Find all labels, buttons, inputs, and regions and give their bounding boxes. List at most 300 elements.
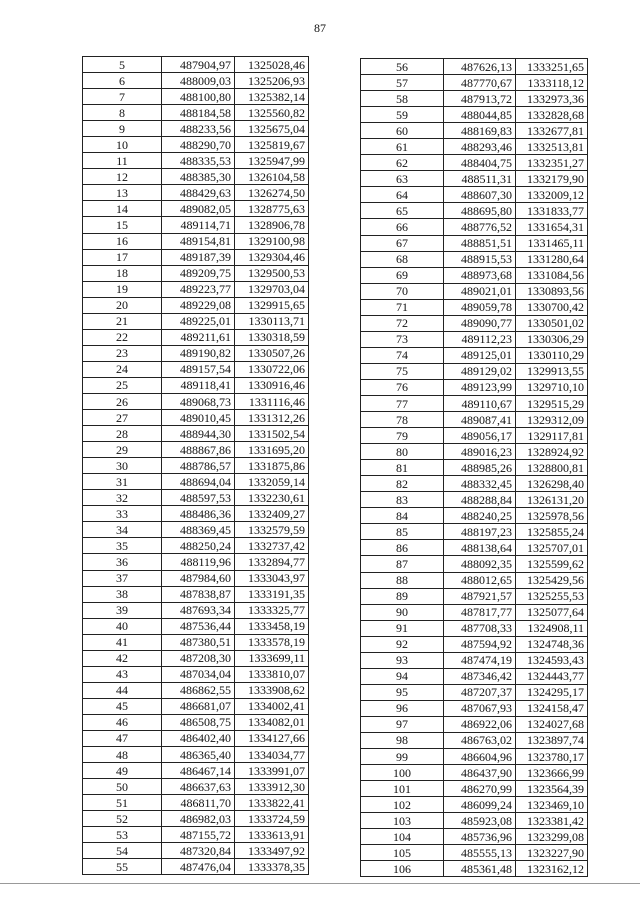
table-row	[83, 265, 309, 281]
x-coordinate-cell: 486437,90	[444, 765, 516, 781]
x-coordinate-cell: 488197,23	[444, 524, 516, 540]
point-number-cell: 59	[361, 107, 444, 123]
point-number-cell: 56	[361, 59, 444, 75]
y-coordinate-cell: 1331312,26	[235, 410, 309, 426]
point-number-cell: 28	[83, 426, 162, 442]
table-row	[83, 570, 309, 586]
x-coordinate-cell: 488240,25	[444, 508, 516, 524]
y-coordinate-cell: 1324295,17	[516, 684, 588, 700]
point-number-cell: 99	[361, 749, 444, 765]
x-coordinate-cell: 489211,61	[162, 329, 235, 345]
y-coordinate-cell: 1324027,68	[516, 716, 588, 732]
table-row	[83, 233, 309, 249]
y-coordinate-cell: 1325382,14	[235, 89, 309, 105]
x-coordinate-cell: 486467,14	[162, 763, 235, 779]
point-number-cell: 25	[83, 377, 162, 393]
x-coordinate-cell: 489087,41	[444, 412, 516, 428]
y-coordinate-cell: 1329913,55	[516, 363, 588, 379]
point-number-cell: 103	[361, 813, 444, 829]
x-coordinate-cell: 485361,48	[444, 861, 516, 877]
x-coordinate-cell: 486637,63	[162, 779, 235, 795]
y-coordinate-cell: 1330501,02	[516, 315, 588, 331]
y-coordinate-cell: 1323381,42	[516, 813, 588, 829]
point-number-cell: 30	[83, 458, 162, 474]
x-coordinate-cell: 487904,97	[162, 57, 235, 73]
table-row	[361, 331, 588, 347]
point-number-cell: 11	[83, 153, 162, 169]
table-row	[361, 845, 588, 861]
table-row	[83, 698, 309, 714]
x-coordinate-cell: 487913,72	[444, 91, 516, 107]
point-number-cell: 76	[361, 379, 444, 395]
x-coordinate-cell: 489123,99	[444, 379, 516, 395]
y-coordinate-cell: 1333724,59	[235, 811, 309, 827]
table-row	[83, 137, 309, 153]
table-row	[361, 91, 588, 107]
table-row	[361, 732, 588, 748]
x-coordinate-cell: 488233,56	[162, 121, 235, 137]
table-row	[83, 153, 309, 169]
y-coordinate-cell: 1332737,42	[235, 538, 309, 554]
table-row	[361, 283, 588, 299]
table-row	[83, 634, 309, 650]
x-coordinate-cell: 487838,87	[162, 586, 235, 602]
point-number-cell: 27	[83, 410, 162, 426]
point-number-cell: 15	[83, 217, 162, 233]
point-number-cell: 31	[83, 474, 162, 490]
point-number-cell: 53	[83, 827, 162, 843]
table-row	[83, 554, 309, 570]
y-coordinate-cell: 1333699,11	[235, 650, 309, 666]
x-coordinate-cell: 487693,34	[162, 602, 235, 618]
point-number-cell: 65	[361, 203, 444, 219]
table-row	[361, 395, 588, 411]
point-number-cell: 41	[83, 634, 162, 650]
y-coordinate-cell: 1332179,90	[516, 171, 588, 187]
point-number-cell: 69	[361, 267, 444, 283]
table-row	[361, 797, 588, 813]
y-coordinate-cell: 1329710,10	[516, 379, 588, 395]
x-coordinate-cell: 489154,81	[162, 233, 235, 249]
x-coordinate-cell: 488915,53	[444, 251, 516, 267]
point-number-cell: 74	[361, 347, 444, 363]
point-number-cell: 94	[361, 668, 444, 684]
x-coordinate-cell: 486922,06	[444, 716, 516, 732]
y-coordinate-cell: 1325947,99	[235, 153, 309, 169]
x-coordinate-cell: 489225,01	[162, 313, 235, 329]
x-coordinate-cell: 489125,01	[444, 347, 516, 363]
y-coordinate-cell: 1333613,91	[235, 827, 309, 843]
y-coordinate-cell: 1333325,77	[235, 602, 309, 618]
point-number-cell: 36	[83, 554, 162, 570]
y-coordinate-cell: 1325978,56	[516, 508, 588, 524]
x-coordinate-cell: 487708,33	[444, 620, 516, 636]
table-row	[361, 363, 588, 379]
point-number-cell: 82	[361, 476, 444, 492]
page-number: 87	[314, 21, 326, 35]
table-row	[83, 859, 309, 875]
point-number-cell: 24	[83, 361, 162, 377]
table-row	[361, 379, 588, 395]
table-row	[361, 444, 588, 460]
y-coordinate-cell: 1334127,66	[235, 730, 309, 746]
y-coordinate-cell: 1330700,42	[516, 299, 588, 315]
table-row	[361, 171, 588, 187]
y-coordinate-cell: 1325560,82	[235, 105, 309, 121]
y-coordinate-cell: 1330893,56	[516, 283, 588, 299]
point-number-cell: 23	[83, 345, 162, 361]
table-row	[361, 347, 588, 363]
point-number-cell: 22	[83, 329, 162, 345]
y-coordinate-cell: 1325707,01	[516, 540, 588, 556]
x-coordinate-cell: 488486,36	[162, 506, 235, 522]
table-row	[83, 730, 309, 746]
point-number-cell: 7	[83, 89, 162, 105]
x-coordinate-cell: 488695,80	[444, 203, 516, 219]
y-coordinate-cell: 1329312,09	[516, 412, 588, 428]
x-coordinate-cell: 485736,96	[444, 829, 516, 845]
x-coordinate-cell: 489209,75	[162, 265, 235, 281]
y-coordinate-cell: 1324908,11	[516, 620, 588, 636]
table-row	[83, 121, 309, 137]
table-row	[83, 714, 309, 730]
y-coordinate-cell: 1324593,43	[516, 652, 588, 668]
y-coordinate-cell: 1332513,81	[516, 139, 588, 155]
point-number-cell: 95	[361, 684, 444, 700]
x-coordinate-cell: 488288,84	[444, 492, 516, 508]
y-coordinate-cell: 1330306,29	[516, 331, 588, 347]
y-coordinate-cell: 1323227,90	[516, 845, 588, 861]
table-row	[83, 217, 309, 233]
y-coordinate-cell: 1323780,17	[516, 749, 588, 765]
y-coordinate-cell: 1323666,99	[516, 765, 588, 781]
x-coordinate-cell: 489016,23	[444, 444, 516, 460]
point-number-cell: 101	[361, 781, 444, 797]
table-row	[361, 203, 588, 219]
x-coordinate-cell: 489187,39	[162, 249, 235, 265]
point-number-cell: 52	[83, 811, 162, 827]
table-row	[361, 139, 588, 155]
table-row	[361, 572, 588, 588]
coordinates-table-right	[360, 58, 588, 877]
x-coordinate-cell: 487770,67	[444, 75, 516, 91]
y-coordinate-cell: 1330507,26	[235, 345, 309, 361]
point-number-cell: 66	[361, 219, 444, 235]
x-coordinate-cell: 488786,57	[162, 458, 235, 474]
table-row	[83, 201, 309, 217]
table-row	[83, 185, 309, 201]
y-coordinate-cell: 1333191,35	[235, 586, 309, 602]
point-number-cell: 45	[83, 698, 162, 714]
point-number-cell: 10	[83, 137, 162, 153]
y-coordinate-cell: 1333251,65	[516, 59, 588, 75]
point-number-cell: 88	[361, 572, 444, 588]
x-coordinate-cell: 489157,54	[162, 361, 235, 377]
y-coordinate-cell: 1325675,04	[235, 121, 309, 137]
point-number-cell: 100	[361, 765, 444, 781]
table-row	[83, 361, 309, 377]
y-coordinate-cell: 1325819,67	[235, 137, 309, 153]
point-number-cell: 13	[83, 185, 162, 201]
y-coordinate-cell: 1331502,54	[235, 426, 309, 442]
table-row	[361, 123, 588, 139]
table-row	[361, 299, 588, 315]
point-number-cell: 80	[361, 444, 444, 460]
table-row	[361, 620, 588, 636]
table-row	[361, 219, 588, 235]
point-number-cell: 42	[83, 650, 162, 666]
x-coordinate-cell: 489090,77	[444, 315, 516, 331]
point-number-cell: 89	[361, 588, 444, 604]
x-coordinate-cell: 486402,40	[162, 730, 235, 746]
x-coordinate-cell: 488867,86	[162, 442, 235, 458]
x-coordinate-cell: 487984,60	[162, 570, 235, 586]
x-coordinate-cell: 489129,02	[444, 363, 516, 379]
point-number-cell: 104	[361, 829, 444, 845]
x-coordinate-cell: 487207,37	[444, 684, 516, 700]
y-coordinate-cell: 1331084,56	[516, 267, 588, 283]
x-coordinate-cell: 487208,30	[162, 650, 235, 666]
x-coordinate-cell: 488012,65	[444, 572, 516, 588]
point-number-cell: 71	[361, 299, 444, 315]
x-coordinate-cell: 488290,70	[162, 137, 235, 153]
y-coordinate-cell: 1332009,12	[516, 187, 588, 203]
table-row	[361, 588, 588, 604]
x-coordinate-cell: 487476,04	[162, 859, 235, 875]
y-coordinate-cell: 1328924,92	[516, 444, 588, 460]
point-number-cell: 86	[361, 540, 444, 556]
y-coordinate-cell: 1330110,29	[516, 347, 588, 363]
x-coordinate-cell: 488138,64	[444, 540, 516, 556]
y-coordinate-cell: 1329500,53	[235, 265, 309, 281]
y-coordinate-cell: 1333378,35	[235, 859, 309, 875]
table-row	[83, 506, 309, 522]
table-row	[83, 249, 309, 265]
x-coordinate-cell: 488335,53	[162, 153, 235, 169]
x-coordinate-cell: 488694,04	[162, 474, 235, 490]
table-row	[361, 75, 588, 91]
y-coordinate-cell: 1326274,50	[235, 185, 309, 201]
table-row	[361, 428, 588, 444]
table-row	[361, 492, 588, 508]
x-coordinate-cell: 488169,83	[444, 123, 516, 139]
table-row	[83, 763, 309, 779]
point-number-cell: 70	[361, 283, 444, 299]
table-row	[361, 315, 588, 331]
x-coordinate-cell: 489056,17	[444, 428, 516, 444]
table-row	[361, 251, 588, 267]
point-number-cell: 78	[361, 412, 444, 428]
point-number-cell: 12	[83, 169, 162, 185]
table-row	[83, 393, 309, 409]
x-coordinate-cell: 488250,24	[162, 538, 235, 554]
y-coordinate-cell: 1332677,81	[516, 123, 588, 139]
x-coordinate-cell: 486982,03	[162, 811, 235, 827]
point-number-cell: 51	[83, 795, 162, 811]
point-number-cell: 97	[361, 716, 444, 732]
x-coordinate-cell: 487594,92	[444, 636, 516, 652]
x-coordinate-cell: 487320,84	[162, 843, 235, 859]
x-coordinate-cell: 486604,96	[444, 749, 516, 765]
table-row	[361, 476, 588, 492]
x-coordinate-cell: 487034,04	[162, 666, 235, 682]
y-coordinate-cell: 1332230,61	[235, 490, 309, 506]
x-coordinate-cell: 488944,30	[162, 426, 235, 442]
y-coordinate-cell: 1332059,14	[235, 474, 309, 490]
point-number-cell: 8	[83, 105, 162, 121]
y-coordinate-cell: 1333497,92	[235, 843, 309, 859]
table-row	[361, 716, 588, 732]
y-coordinate-cell: 1332973,36	[516, 91, 588, 107]
y-coordinate-cell: 1323897,74	[516, 732, 588, 748]
table-row	[361, 155, 588, 171]
x-coordinate-cell: 488100,80	[162, 89, 235, 105]
y-coordinate-cell: 1330113,71	[235, 313, 309, 329]
point-number-cell: 72	[361, 315, 444, 331]
table-row	[83, 795, 309, 811]
table-row	[83, 843, 309, 859]
y-coordinate-cell: 1333912,30	[235, 779, 309, 795]
y-coordinate-cell: 1334002,41	[235, 698, 309, 714]
point-number-cell: 48	[83, 747, 162, 763]
point-number-cell: 29	[83, 442, 162, 458]
table-row	[83, 650, 309, 666]
point-number-cell: 35	[83, 538, 162, 554]
table-row	[361, 829, 588, 845]
point-number-cell: 106	[361, 861, 444, 877]
point-number-cell: 64	[361, 187, 444, 203]
point-number-cell: 102	[361, 797, 444, 813]
point-number-cell: 9	[83, 121, 162, 137]
y-coordinate-cell: 1333822,41	[235, 795, 309, 811]
point-number-cell: 93	[361, 652, 444, 668]
x-coordinate-cell: 486681,07	[162, 698, 235, 714]
table-row	[83, 811, 309, 827]
x-coordinate-cell: 489082,05	[162, 201, 235, 217]
y-coordinate-cell: 1326131,20	[516, 492, 588, 508]
point-number-cell: 5	[83, 57, 162, 73]
y-coordinate-cell: 1330318,59	[235, 329, 309, 345]
point-number-cell: 20	[83, 297, 162, 313]
point-number-cell: 58	[361, 91, 444, 107]
y-coordinate-cell: 1331654,31	[516, 219, 588, 235]
table-row	[83, 313, 309, 329]
y-coordinate-cell: 1325206,93	[235, 73, 309, 89]
point-number-cell: 75	[361, 363, 444, 379]
table-row	[83, 682, 309, 698]
point-number-cell: 46	[83, 714, 162, 730]
y-coordinate-cell: 1332409,27	[235, 506, 309, 522]
x-coordinate-cell: 487626,13	[444, 59, 516, 75]
x-coordinate-cell: 486862,55	[162, 682, 235, 698]
table-row	[361, 813, 588, 829]
x-coordinate-cell: 489229,08	[162, 297, 235, 313]
x-coordinate-cell: 487155,72	[162, 827, 235, 843]
y-coordinate-cell: 1333043,97	[235, 570, 309, 586]
x-coordinate-cell: 488607,30	[444, 187, 516, 203]
x-coordinate-cell: 488429,63	[162, 185, 235, 201]
y-coordinate-cell: 1323299,08	[516, 829, 588, 845]
table-row	[361, 524, 588, 540]
point-number-cell: 17	[83, 249, 162, 265]
x-coordinate-cell: 488369,45	[162, 522, 235, 538]
point-number-cell: 98	[361, 732, 444, 748]
y-coordinate-cell: 1330722,06	[235, 361, 309, 377]
point-number-cell: 61	[361, 139, 444, 155]
x-coordinate-cell: 488184,58	[162, 105, 235, 121]
point-number-cell: 83	[361, 492, 444, 508]
y-coordinate-cell: 1329915,65	[235, 297, 309, 313]
y-coordinate-cell: 1331465,11	[516, 235, 588, 251]
table-row	[361, 861, 588, 877]
table-row	[361, 267, 588, 283]
y-coordinate-cell: 1328800,81	[516, 460, 588, 476]
x-coordinate-cell: 488119,96	[162, 554, 235, 570]
table-row	[361, 508, 588, 524]
y-coordinate-cell: 1333118,12	[516, 75, 588, 91]
y-coordinate-cell: 1333991,07	[235, 763, 309, 779]
point-number-cell: 67	[361, 235, 444, 251]
page-bottom-rule	[0, 883, 640, 884]
x-coordinate-cell: 489010,45	[162, 410, 235, 426]
table-row	[361, 781, 588, 797]
y-coordinate-cell: 1331116,46	[235, 393, 309, 409]
y-coordinate-cell: 1332828,68	[516, 107, 588, 123]
point-number-cell: 96	[361, 700, 444, 716]
table-row	[361, 636, 588, 652]
y-coordinate-cell: 1334034,77	[235, 747, 309, 763]
point-number-cell: 77	[361, 395, 444, 411]
y-coordinate-cell: 1324748,36	[516, 636, 588, 652]
x-coordinate-cell: 486763,02	[444, 732, 516, 748]
y-coordinate-cell: 1323162,12	[516, 861, 588, 877]
x-coordinate-cell: 489118,41	[162, 377, 235, 393]
point-number-cell: 60	[361, 123, 444, 139]
table-row	[83, 426, 309, 442]
table-row	[83, 329, 309, 345]
y-coordinate-cell: 1332351,27	[516, 155, 588, 171]
x-coordinate-cell: 485555,13	[444, 845, 516, 861]
x-coordinate-cell: 485923,08	[444, 813, 516, 829]
table-row	[83, 297, 309, 313]
x-coordinate-cell: 487346,42	[444, 668, 516, 684]
table-row	[361, 765, 588, 781]
table-row	[83, 522, 309, 538]
y-coordinate-cell: 1331833,77	[516, 203, 588, 219]
x-coordinate-cell: 488332,45	[444, 476, 516, 492]
table-row	[361, 668, 588, 684]
point-number-cell: 37	[83, 570, 162, 586]
y-coordinate-cell: 1331280,64	[516, 251, 588, 267]
table-row	[361, 652, 588, 668]
y-coordinate-cell: 1326104,58	[235, 169, 309, 185]
point-number-cell: 92	[361, 636, 444, 652]
table-row	[361, 684, 588, 700]
point-number-cell: 49	[83, 763, 162, 779]
point-number-cell: 33	[83, 506, 162, 522]
x-coordinate-cell: 487817,77	[444, 604, 516, 620]
y-coordinate-cell: 1324443,77	[516, 668, 588, 684]
table-row	[83, 586, 309, 602]
point-number-cell: 91	[361, 620, 444, 636]
point-number-cell: 44	[83, 682, 162, 698]
y-coordinate-cell: 1325855,24	[516, 524, 588, 540]
table-row	[83, 89, 309, 105]
table-row	[361, 412, 588, 428]
table-row	[361, 460, 588, 476]
table-row	[361, 235, 588, 251]
table-row	[83, 442, 309, 458]
